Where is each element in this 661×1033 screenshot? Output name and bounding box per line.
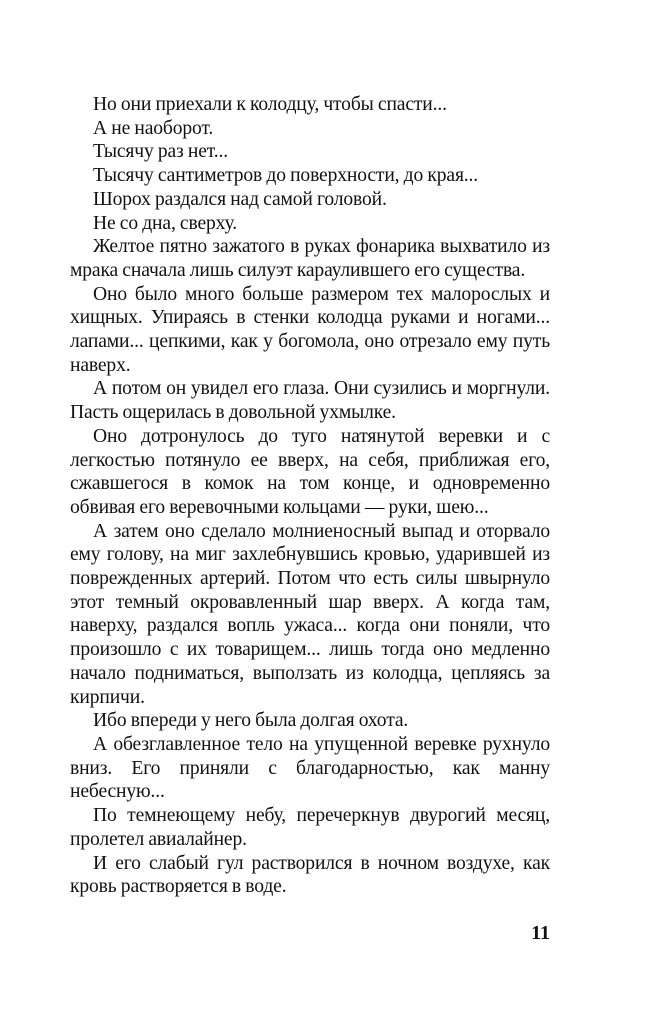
paragraph: Оно было много больше размером тех малорослых и хищных. Упираясь в стенки колодца руками и ногами... лапами... цепкими, как у богомола, оно отрезало ему путь наверх. [70,283,550,376]
paragraph: Шорох раздался над самой головой. [93,188,387,210]
paragraph: А обезглавленное тело на упущенной веревке рухнуло вниз. Его приняли с благодарностью, как манну небесную... [70,733,550,803]
page-number: 11 [531,922,550,944]
paragraph: Но они приехали к колодцу, чтобы спасти... [93,94,447,115]
paragraph: Ибо впереди у него была долгая охота. [93,710,409,732]
paragraph: По темнеющему небу, перечеркнув двурогий месяц, пролетел авиалайнер. [70,805,550,850]
paragraph: А потом он увидел его глаза. Они сузились и моргнули. Пасть ощерилась в довольной ухмылке. [70,378,550,424]
paragraph: Не со дна, сверху. [93,212,237,234]
paragraph: Тысячу сантиметров до поверхности, до края... [93,165,479,187]
paragraph: А не наоборот. [93,117,214,139]
paragraph: Желтое пятно зажатого в руках фонарика выхватило из мрака сначала лишь силуэт караулившего его существа. [70,236,550,281]
paragraph: А затем оно сделало молниеносный выпад и оторвало ему голову, на миг захлебнувшись кровью, ударившей из поврежденных артерий. Потом что есть силы швырнуло этот темный окровавленный шар вверх. А когда там, наверху, раздался вопль ужаса... когда они поняли, что произошло с их товарищем... лишь тогда оно медленно начало подниматься, выползать из колодца, цепляясь за кирпичи. [70,520,550,708]
body-text [70,93,550,899]
paragraph: И его слабый гул растворился в ночном воздухе, как кровь растворяется в воде. [70,852,550,898]
paragraph: Тысячу раз нет... [93,141,228,163]
paragraph: Оно дотронулось до туго натянутой веревки и с легкостью потянуло ее вверх, на себя, приближая его, сжавшегося в комок на том конце, и одновременно обвивая его веревочными кольцами — руки, шею... [70,425,550,518]
